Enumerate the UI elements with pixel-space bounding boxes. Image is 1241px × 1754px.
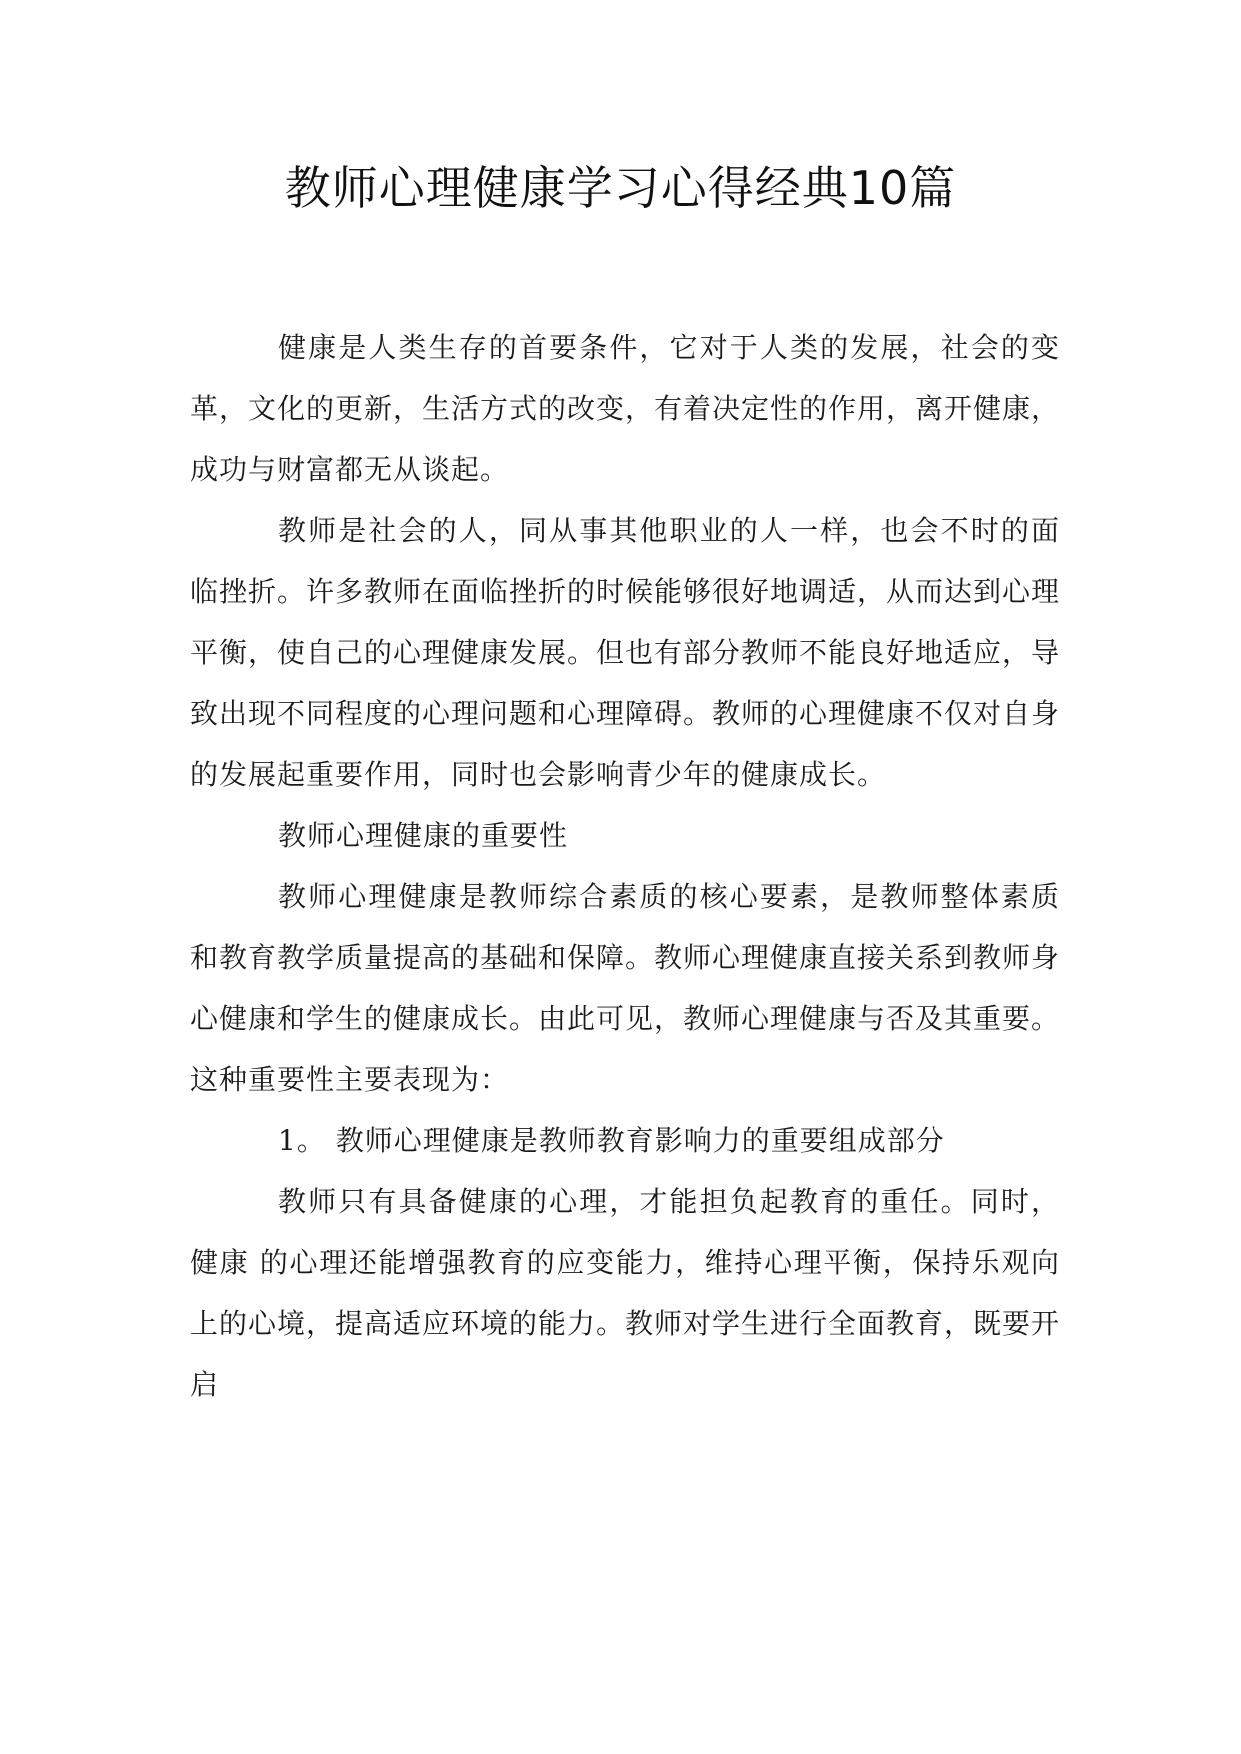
- paragraph-health-intro: 健康是人类生存的首要条件，它对于人类的发展，社会的变革，文化的更新，生活方式的改变，有着决定性的作用，离开健康，成功与财富都无从谈起。: [190, 331, 1061, 486]
- document-body: [190, 317, 1060, 1415]
- paragraph-teacher-frustration: 教师是社会的人，同从事其他职业的人一样，也会不时的面临挫折。许多教师在面临挫折的时候能够很好地调适，从而达到心理平衡，使自己的心理健康发展。但也有部分教师不能良好地适应，导致出现不同程度的心理问题和心理障碍。教师的心理健康不仅对自身的发展起重要作用，同时也会影响青少年的健康成长。: [190, 514, 1061, 791]
- numbered-heading-1: 1。 教师心理健康是教师教育影响力的重要组成部分: [278, 1124, 945, 1157]
- section-heading-importance: 教师心理健康的重要性: [278, 819, 569, 852]
- paragraph-healthy-mind: 教师只有具备健康的心理，才能担负起教育的重任。同时，健康 的心理还能增强教育的应变能力，维持心理平衡，保持乐观向上的心境，提高适应环境的能力。教师对学生进行全面教育，既要开启: [190, 1185, 1061, 1401]
- paragraph-core-element: 教师心理健康是教师综合素质的核心要素，是教师整体素质和教育教学质量提高的基础和保障。教师心理健康直接关系到教师身心健康和学生的健康成长。由此可见，教师心理健康与否及其重要。这种重要性主要表现为：: [190, 880, 1061, 1096]
- document-title: 教师心理健康学习心得经典10篇: [284, 161, 957, 215]
